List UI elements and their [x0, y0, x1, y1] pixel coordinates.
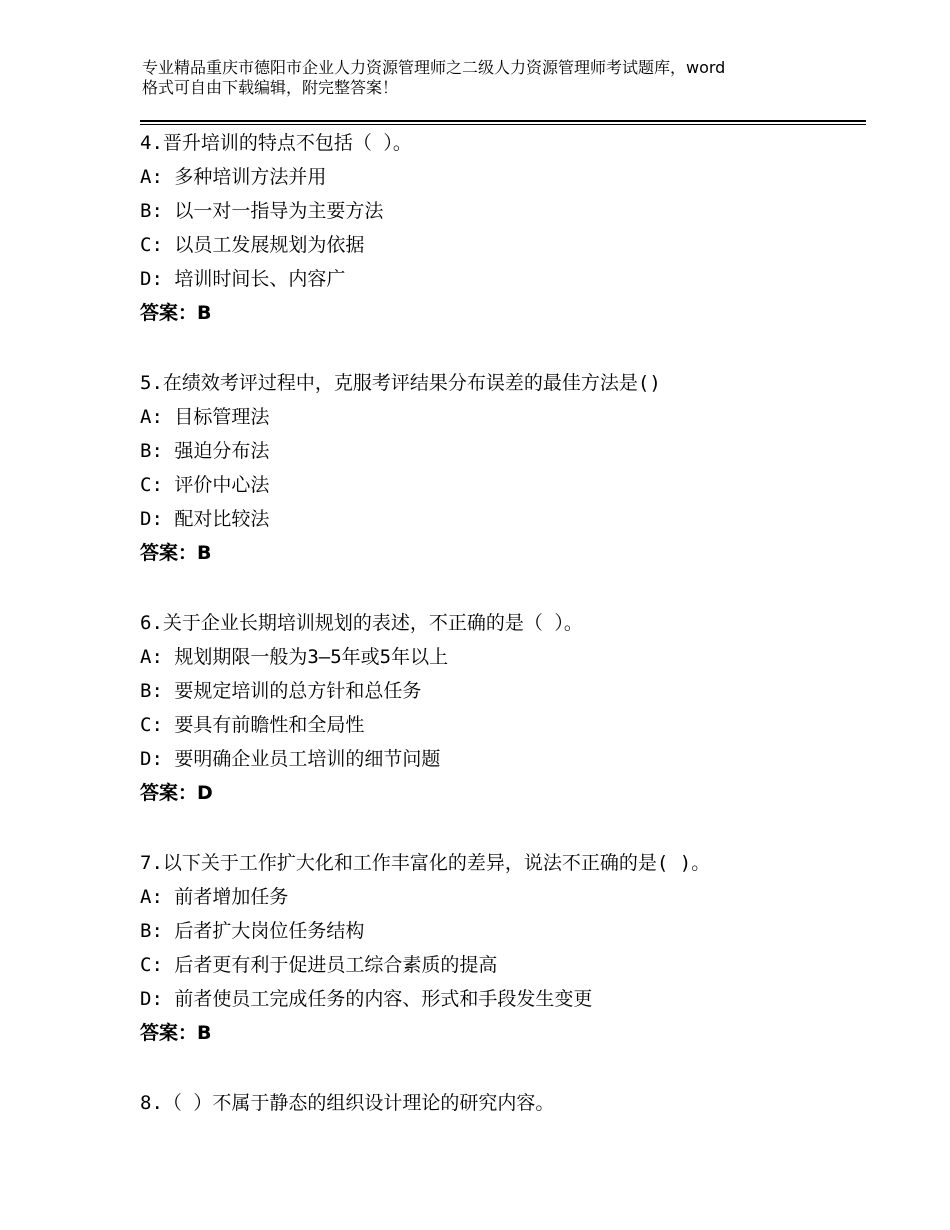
- question-stem: 5.在绩效考评过程中，克服考评结果分布误差的最佳方法是(): [140, 372, 661, 394]
- question-stem: 4.晋升培训的特点不包括（ ）。: [140, 132, 412, 154]
- spacer: [140, 570, 880, 606]
- option-c: C: 要具有前瞻性和全局性: [140, 714, 365, 736]
- answer-label: 答案：D: [140, 782, 213, 804]
- answer-label: 答案：B: [140, 302, 212, 324]
- option-c: C: 以员工发展规划为依据: [140, 234, 365, 256]
- question-8: [140, 1086, 880, 1120]
- option-c: C: 后者更有利于促进员工综合素质的提高: [140, 954, 498, 976]
- option-a: A: 前者增加任务: [140, 886, 289, 908]
- question-stem: 6.关于企业长期培训规划的表述，不正确的是（ ）。: [140, 612, 583, 634]
- answer-label: 答案：B: [140, 542, 212, 564]
- question-stem: 7.以下关于工作扩大化和工作丰富化的差异，说法不正确的是( )。: [140, 852, 711, 874]
- option-d: D: 配对比较法: [140, 508, 270, 530]
- spacer: [140, 330, 880, 366]
- header-divider-thin: [140, 124, 866, 125]
- document-header: [142, 58, 842, 98]
- spacer: [140, 810, 880, 846]
- spacer: [140, 1050, 880, 1086]
- option-b: B: 强迫分布法: [140, 440, 270, 462]
- option-b: B: 后者扩大岗位任务结构: [140, 920, 365, 942]
- question-stem: 8.（ ）不属于静态的组织设计理论的研究内容。: [140, 1092, 555, 1114]
- header-line-1: 专业精品重庆市德阳市企业人力资源管理师之二级人力资源管理师考试题库，word: [142, 58, 726, 77]
- option-a: A: 多种培训方法并用: [140, 166, 327, 188]
- answer-label: 答案：B: [140, 1022, 212, 1044]
- option-a: A: 规划期限一般为3—5年或5年以上: [140, 646, 449, 668]
- question-5: [140, 366, 880, 570]
- option-a: A: 目标管理法: [140, 406, 270, 428]
- option-b: B: 要规定培训的总方针和总任务: [140, 680, 422, 702]
- question-list: [140, 126, 880, 1120]
- option-b: B: 以一对一指导为主要方法: [140, 200, 384, 222]
- question-4: [140, 126, 880, 330]
- option-d: D: 要明确企业员工培训的细节问题: [140, 748, 441, 770]
- option-d: D: 前者使员工完成任务的内容、形式和手段发生变更: [140, 988, 593, 1010]
- header-divider-thick: [140, 120, 866, 122]
- option-c: C: 评价中心法: [140, 474, 270, 496]
- question-7: [140, 846, 880, 1050]
- option-d: D: 培训时间长、内容广: [140, 268, 346, 290]
- header-line-2: 格式可自由下载编辑，附完整答案！: [142, 78, 399, 97]
- question-6: [140, 606, 880, 810]
